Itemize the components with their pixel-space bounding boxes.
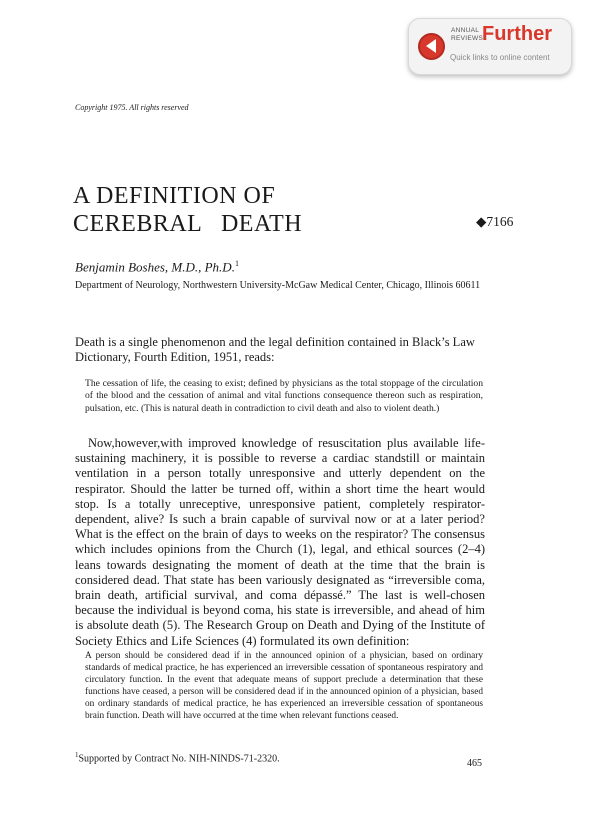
author-name: Benjamin Boshes, M.D., Ph.D. — [75, 259, 235, 275]
footnote-text: Supported by Contract No. NIH-NINDS-71-2320. — [78, 753, 280, 765]
blacks-law-quote: The cessation of life, the ceasing to exist; defined by physicians as the total stoppage of the circulation of the blood and the cessation of animal and vital functions consequence thereon such as respiration, pulsation, etc. (This is natural death in contradiction to civil death and also to violent death.) — [85, 378, 483, 414]
badge-reviews-text: REVIEWS — [451, 35, 484, 42]
body-paragraph: Now,however,with improved knowledge of resuscitation plus available life-sustaining machinery, it is possible to reverse a cardiac standstill or maintain ventilation in a person totally unresponsive and utterly dependent on the respirator. Should the latter be turned off, within a short time the heart would stop. Is a totally unreceptive, unresponsive patient, completely respirator-dependent, alive? Is such a brain capable of survival now or at a later period? What is the effect on the brain of days to weeks on the respirator? The consensus which includes opinions from the Church (1), legal, and ethical sources (2–4) leans towards designating the moment of death at the time that the brain is considered dead. That state has been variously designated as “irreversible coma, brain death, artificial survival, and coma dépassé.” The last is well-chosen because the individual is beyond coma, his state is irreversible, and ahead of him is absolute death (5). The Research Group on Death and Dying of the Institute of Society Ethics and Life Sciences (4) formulated its own definition: — [75, 436, 485, 648]
footnote-mark: 1 — [75, 751, 79, 759]
author-footnote-mark: 1 — [234, 259, 239, 268]
article-title-line-2: CEREBRAL DEATH — [73, 211, 303, 237]
badge-quick-links-text: Quick links to online content — [450, 53, 550, 62]
annual-reviews-further-badge[interactable] — [408, 18, 572, 75]
intro-paragraph: Death is a single phenomenon and the legal definition contained in Black’s Law Dictionary, Fourth Edition, 1951, reads: — [75, 335, 475, 364]
copyright-notice: Copyright 1975. All rights reserved — [75, 103, 189, 112]
article-code: ◆7166 — [476, 214, 514, 229]
footnote — [75, 751, 280, 764]
author-affiliation: Department of Neurology, Northwestern University-McGaw Medical Center, Chicago, Illinois 60611 — [75, 280, 481, 291]
badge-annual-text: ANNUAL — [451, 27, 480, 34]
page-number: 465 — [467, 758, 482, 769]
article-title-line-1: A DEFINITION OF — [73, 183, 276, 209]
badge-further-text: Further — [482, 23, 552, 45]
author-line — [75, 259, 239, 275]
play-arrow-icon — [418, 33, 445, 60]
research-group-definition-quote: A person should be considered dead if in the announced opinion of a physician, based on ordinary standards of medical practice, he has experienced an irreversible cessation of spontaneous respiratory and circulatory function. In the event that adequate means of support preclude a determination that these functions have ceased, a person will be considered dead if in the announced opinion of a physician, based on ordinary standards of medical practice, he has experienced an irreversible cessation of spontaneous brain function. Death will have occurred at the time when relevant functions ceased. — [85, 651, 483, 721]
